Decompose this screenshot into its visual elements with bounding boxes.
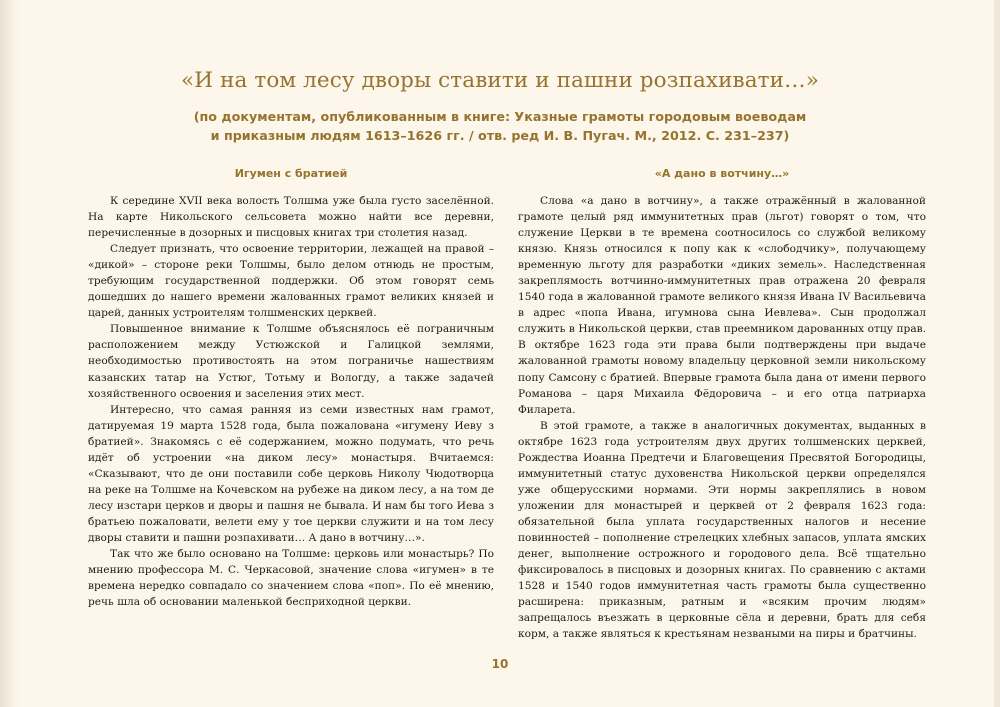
page-title: «И на том лесу дворы ставити и пашни розпахивати…» [181, 68, 819, 93]
page-number: 10 [491, 657, 509, 671]
paragraph: Интересно, что самая ранняя из семи известных нам грамот, датируемая 19 марта 1528 года, была пожалована «игумену Иеву з братией». Знакомясь с её содержанием, можно подумать, что речь идёт об устроении «на диком лесу» монастыря. Вчитаемся: «Сказывают, что де они поставили собе церковь Николу Чюдотворца на реке на Толшме на Кочевском на рубеже на диком лесу, а на том де лесу изстари церков и дворы и пашня не бывала. И нам бы того Иева з братьею пожаловати, велети ему у тое церкви служити и на том лесу дворы ставити и пашни розпахивати… А дано в вотчину…». [88, 403, 494, 544]
right-column-heading: «А дано в вотчину…» [654, 167, 790, 180]
paragraph: Слова «а дано в вотчину», а также отражённый в жалованной грамоте целый ряд иммунитетных прав (льгот) говорят о том, что служение Церкви в те времена соотносилось со службой великому князю. Князь относился к попу как к «слободчику», получающему временную льготу для разработки «диких земель». Наследственная закреплямость вотчинно-иммунитетных прав отражена 20 февраля 1540 года в жалованной грамоте великого князя Ивана IV Васильевича в адрес «попа Ивана, игумнова сына Иевлева». Сын продолжал служить в Никольской церкви, став преемником дарованных отцу прав. В октябре 1623 года эти права были подтверждены при выдаче жалованной грамоты новому владельцу церковной земли никольскому попу Самсону с братией. Впервые грамота была дана от имени первого Романова – царя Михаила Фёдоровича – и его отца патриарха Филарета. [518, 195, 926, 416]
page-gutter-shadow [0, 0, 18, 707]
source-citation: (по документам, опубликованным в книге: Указные грамоты городовым воеводам и приказным людям 1613–1626 гг. / отв. ред И. В. Пугач. М., 2012. С. 231–237) [193, 109, 807, 143]
paragraph: В этой грамоте, а также в аналогичных документах, выданных в октябре 1623 года устроителям двух других толшменских церквей, Рождества Иоанна Предтечи и Благовещения Пресвятой Богородицы, иммунитетный статус духовенства Никольской церкви определялся уже общерусскими нормами. Эти нормы закреплялись в новом уложении для монастырей и церквей от 2 февраля 1623 года: обязательной была уплата государственных налогов и несение повинностей – пополнение стрелецких хлебных запасов, уплата ямских денег, выполнение острожного и городового дела. Всё тщательно фиксировалось в писцовых и дозорных книгах. По сравнению с актами 1528 и 1540 годов иммунитетная часть грамоты была существенно расширена: приказным, ратным и «всяким прочим людям» запрещалось въезжать в церковные сёла и деревни, брать для себя корм, а также являться к крестьянам незваными на пиры и братчины. [518, 419, 926, 641]
left-column [88, 167, 494, 610]
page-edge [994, 0, 1000, 707]
right-column [518, 167, 926, 642]
paragraph: Повышенное внимание к Толшме объяснялось её пограничным расположением между Устюжской и Галицкой землями, необходимостью противостоять на этом пограничье нашествиям казанских татар на Устюг, Тотьму и Вологду, а также задачей хозяйственного освоения и заселения этих мест. [88, 323, 494, 400]
paragraph: Следует признать, что освоение территории, лежащей на правой – «дикой» – стороне реки Толшмы, было делом отнюдь не простым, требующим государственной поддержки. Об этом говорят семь дошедших до нашего времени жалованных грамот великих князей и царей, данных устроителям толшменских церквей. [88, 243, 494, 320]
paragraph: Так что же было основано на Толшме: церковь или монастырь? По мнению профессора М. С. Черкасовой, значение слова «игумен» в те времена нередко совпадало со значением слова «поп». По её мнению, речь шла об основании маленькой бесприходной церкви. [88, 548, 494, 609]
paragraph: К середине XVII века волость Толшма уже была густо заселённой. На карте Никольского сельсовета можно найти все деревни, перечисленные в дозорных и писцовых книгах три столетия назад. [88, 195, 494, 240]
left-column-heading: Игумен с братией [234, 167, 348, 180]
